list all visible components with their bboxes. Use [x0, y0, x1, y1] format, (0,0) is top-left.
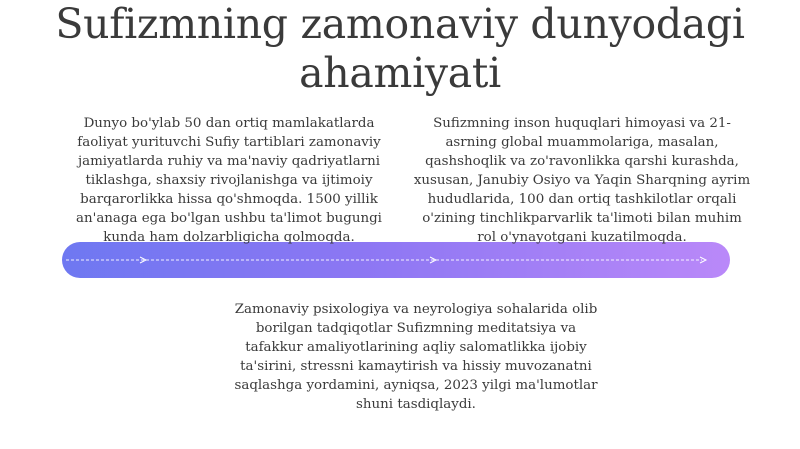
slide-title: Sufizmning zamonaviy dunyodagi ahamiyati	[55, 0, 745, 97]
arrow-icon	[700, 257, 706, 263]
timeline-item-text: Dunyo bo'ylab 50 dan ortiq mamlakatlarda faoliyat yurituvchi Sufiy tartiblari zamonaviy jamiyatlarda ruhiy va ma'naviy qadriyatlarni tiklashga, shaxsiy rivojlanishga va ijtimoiy barqarorlikka hissa qo'shmoqda. 1500 yillik an'anaga ega bo'lgan ushbu ta'limot bugungi kunda ham dolzarbligicha qolmoqda.	[76, 116, 382, 245]
timeline-arrows	[62, 242, 730, 278]
timeline-item-text: Zamonaviy psixologiya va neyrologiya sohalarida olib borilgan tadqiqotlar Sufizmning meditatsiya va tafakkur amaliyotlarining aqliy salomatlikka ijobiy ta'sirini, stressni kamaytirish va hissiy muvozanatni saqlashga yordamini, ayniqsa, 2023 yilgi ma'lumotlar shuni tasdiqlaydi.	[234, 302, 598, 412]
timeline-item-text: Sufizmning inson huquqlari himoyasi va 21-asrning global muammolariga, masalan, qashshoqlik va zo'ravonlikka qarshi kurashda, xususan, Janubiy Osiyo va Yaqin Sharqning ayrim hududlarida, 100 dan ortiq tashkilotlar orqali o'zining tinchlikparvarlik ta'limoti bilan muhim rol o'ynayotgani kuzatilmoqda.	[413, 116, 751, 245]
timeline-bar	[62, 242, 730, 278]
